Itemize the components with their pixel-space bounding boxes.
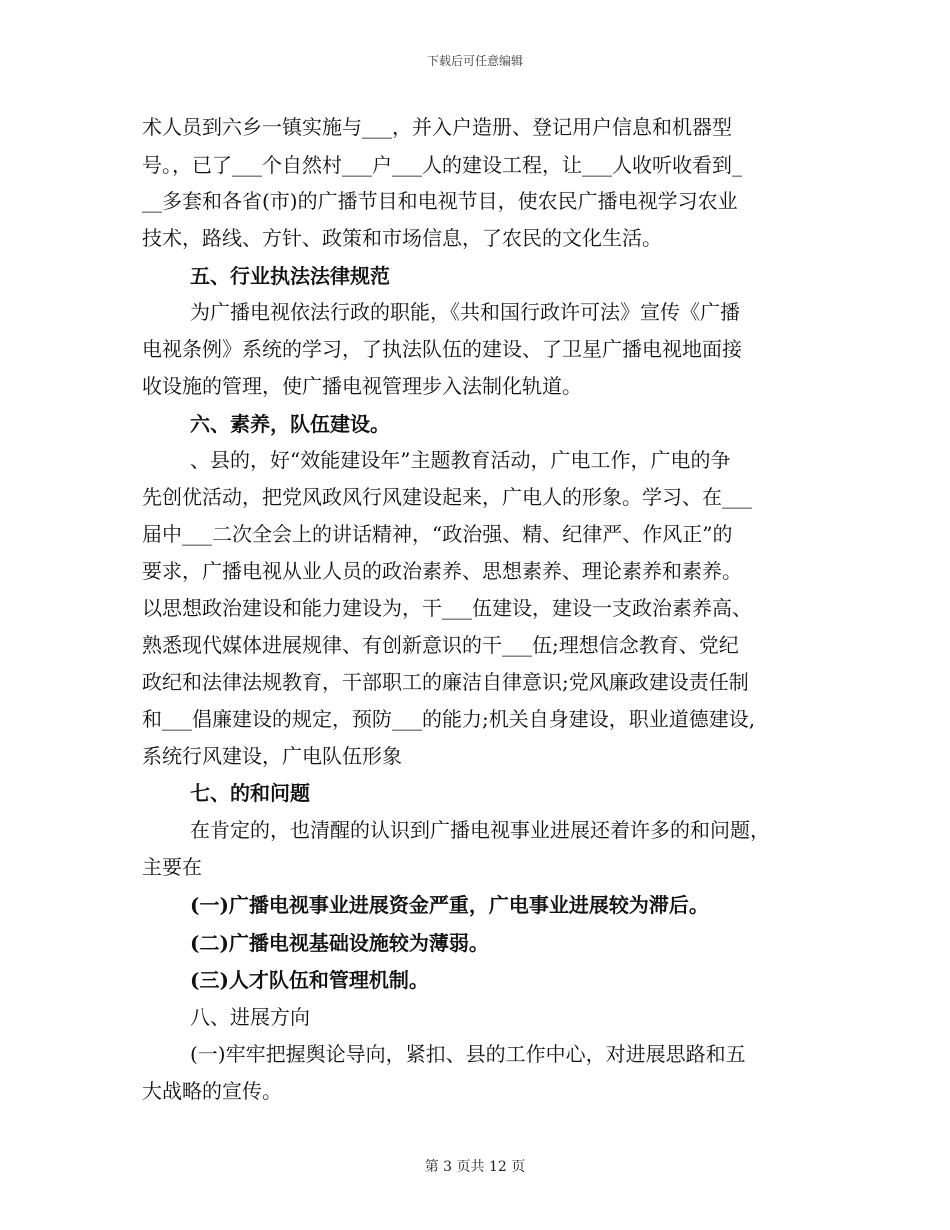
text-line: 号。，已了___个自然村___户___人的建设工程，让___人收听收看到_ (142, 153, 742, 177)
list-item: (二)广播电视基础设施较为薄弱。 (190, 931, 489, 955)
text-line: 收设施的管理，使广播电视管理步入法制化轨道。 (142, 374, 582, 398)
text-line: 在肯定的，也清醒的认识到广播电视事业进展还着许多的和问题， (190, 818, 770, 842)
text-line: __多套和各省(市)的广播节目和电视节目，使农民广播电视学习农业 (142, 189, 738, 213)
text-line: 大战略的宣传。 (142, 1079, 282, 1103)
text-line: 为广播电视依法行政的职能，《共和国行政许可法》宣传《广播 (190, 300, 740, 324)
text-line: 系统行风建设，广电队伍形象 (142, 744, 402, 768)
section-heading: 六、素养，队伍建设。 (190, 412, 390, 436)
list-item: (三)人才队伍和管理机制。 (190, 968, 429, 992)
text-line: 术人员到六乡一镇实施与___，并入户造册、登记用户信息和机器型 (142, 115, 732, 139)
text-line: 要求，广播电视从业人员的政治素养、思想素养、理论素养和素养。 (142, 559, 742, 583)
section-heading: 七、的和问题 (190, 781, 310, 805)
text-line: 主要在 (142, 855, 202, 879)
page-footer: 第 3 页共 12 页 (424, 1159, 526, 1175)
text-line: 以思想政治建设和能力建设为，干___伍建设，建设一支政治素养高、 (142, 596, 752, 620)
text-line: 电视条例》系统的学习，了执法队伍的建设、了卫星广播电视地面接 (142, 337, 742, 361)
section-heading: 八、进展方向 (190, 1005, 310, 1029)
text-line: 届中___二次全会上的讲话精神，“政治强、精、纪律严、作风正”的 (142, 522, 733, 546)
text-line: 先创优活动，把党风政风行风建设起来，广电人的形象。学习、在___ (142, 485, 752, 509)
section-heading: 五、行业执法法律规范 (190, 264, 390, 288)
list-item: (一)广播电视事业进展资金严重，广电事业进展较为滞后。 (190, 893, 709, 917)
text-line: (一)牢牢把握舆论导向，紧扣、县的工作中心，对进展思路和五 (190, 1042, 746, 1066)
text-line: 、县的，好“效能建设年”主题教育活动，广电工作，广电的争 (190, 448, 731, 472)
text-line: 技术，路线、方针、政策和市场信息，了农民的文化生活。 (142, 226, 662, 250)
text-line: 和___倡廉建设的规定，预防___的能力;机关自身建设，职业道德建设, (142, 707, 756, 731)
text-line: 政纪和法律法规教育，干部职工的廉洁自律意识;党风廉政建设责任制 (142, 670, 749, 694)
text-line: 熟悉现代媒体进展规律、有创新意识的干___伍;理想信念教育、党纪 (142, 633, 739, 657)
page-header: 下载后可任意编辑 (426, 54, 523, 68)
